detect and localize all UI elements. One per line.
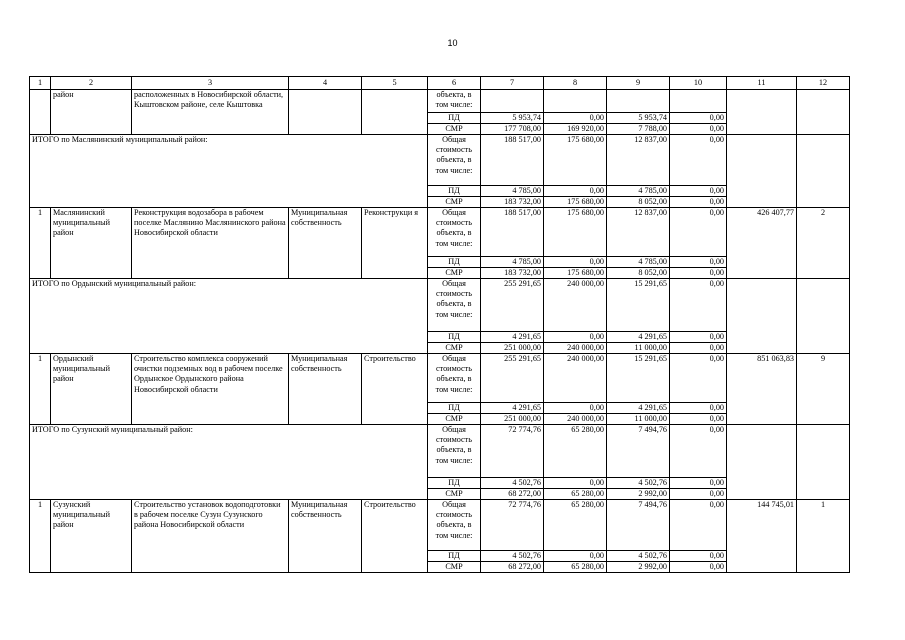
cost-label-line: стоимость <box>435 510 472 520</box>
smr-label: СМР <box>428 197 481 208</box>
page-number: 10 <box>447 38 458 48</box>
cost-label-line: том числе: <box>435 455 473 465</box>
cost-label-cell <box>428 208 481 257</box>
cost-label-cell <box>428 135 481 186</box>
pd-label: ПД <box>428 113 481 124</box>
value-cell: 0,00 <box>670 113 727 124</box>
value-cell: 15 291,65 <box>607 354 670 403</box>
project-name-cell: Строительство установок водоподготовки в рабочем поселке Сузун Сузунского района Новосибирской области <box>132 500 289 573</box>
cost-label-cell <box>428 90 481 113</box>
value-cell: 7 494,76 <box>607 500 670 551</box>
value-cell: 255 291,65 <box>481 279 544 332</box>
header-cell: 7 <box>481 77 544 90</box>
district-cell: Сузунский муниципальный район <box>51 500 132 573</box>
header-cell: 3 <box>132 77 289 90</box>
value-cell: 255 291,65 <box>481 354 544 403</box>
item-number: 1 <box>30 208 51 279</box>
value-cell: 169 920,00 <box>544 124 607 135</box>
item-row <box>30 500 850 551</box>
value-cell: 0,00 <box>544 551 607 562</box>
value-cell: 0,00 <box>544 113 607 124</box>
value-cell: 175 680,00 <box>544 208 607 257</box>
cost-label-line: том числе: <box>435 309 473 319</box>
cost-label-line: объекта, в <box>436 445 472 455</box>
cost-label-line: Общая <box>442 208 466 217</box>
value-cell: 240 000,00 <box>544 343 607 354</box>
cost-label-line: том числе: <box>435 238 473 248</box>
district-cell: Маслянинский муниципальный район <box>51 208 132 279</box>
work-type-cell: Строительство <box>362 354 428 425</box>
value-cell: 0,00 <box>670 403 727 414</box>
value-cell: 183 732,00 <box>481 197 544 208</box>
table-row <box>30 90 850 113</box>
value-cell: 0,00 <box>670 135 727 186</box>
value-cell: 0,00 <box>670 257 727 268</box>
value-cell: 0,00 <box>544 332 607 343</box>
project-name-cell: расположенных в Новосибирской области, Кыштовском районе, селе Кыштовка <box>132 90 289 135</box>
pd-label: ПД <box>428 478 481 489</box>
project-name-cell: Реконструкция водозабора в рабочем поселке Маслянино Маслянинского района Новосибирской области <box>132 208 289 279</box>
value-cell: 0,00 <box>670 551 727 562</box>
smr-label: СМР <box>428 124 481 135</box>
value-cell: 0,00 <box>544 186 607 197</box>
item-row <box>30 354 850 403</box>
value-cell: 65 280,00 <box>544 562 607 573</box>
value-cell: 8 052,00 <box>607 197 670 208</box>
value-cell: 0,00 <box>670 208 727 257</box>
cost-label-line: Общая <box>442 425 466 434</box>
ownership-cell: Муниципальная собственность <box>289 500 362 573</box>
value-cell: 240 000,00 <box>544 414 607 425</box>
cost-label-line: том числе: <box>435 530 473 540</box>
header-cell: 6 <box>428 77 481 90</box>
value-cell: 8 052,00 <box>607 268 670 279</box>
total-title: ИТОГО по Ордынский муниципальный район: <box>30 279 428 354</box>
budget-table <box>29 76 850 573</box>
cost-label-line: стоимость <box>435 218 472 228</box>
value-cell: 72 774,76 <box>481 500 544 551</box>
value-cell: 0,00 <box>670 186 727 197</box>
cost-label-line: том числе: <box>435 165 473 175</box>
col11-cell: 426 407,77 <box>727 208 797 279</box>
cost-label-cell <box>428 354 481 403</box>
smr-label: СМР <box>428 489 481 500</box>
cost-label-line: стоимость <box>435 145 472 155</box>
value-cell: 0,00 <box>544 478 607 489</box>
value-cell: 4 291,65 <box>607 332 670 343</box>
value-cell: 4 785,00 <box>481 186 544 197</box>
smr-label: СМР <box>428 268 481 279</box>
header-cell: 8 <box>544 77 607 90</box>
value-cell: 188 517,00 <box>481 208 544 257</box>
work-type-cell: Реконструкци я <box>362 208 428 279</box>
col11-cell: 144 745,01 <box>727 500 797 573</box>
header-cell: 4 <box>289 77 362 90</box>
district-cell: Ордынский муниципальный район <box>51 354 132 425</box>
value-cell: 175 680,00 <box>544 197 607 208</box>
value-cell: 15 291,65 <box>607 279 670 332</box>
project-name-cell: Строительство комплекса сооружений очистки подземных вод в рабочем поселке Ордынское Ордынского района Новосибирской области <box>132 354 289 425</box>
value-cell: 4 502,76 <box>481 551 544 562</box>
header-cell: 1 <box>30 77 51 90</box>
work-type-cell: Строительство <box>362 500 428 573</box>
header-cell: 11 <box>727 77 797 90</box>
value-cell: 4 291,65 <box>481 332 544 343</box>
value-cell: 2 992,00 <box>607 489 670 500</box>
total-row <box>30 279 850 332</box>
value-cell: 0,00 <box>670 562 727 573</box>
ownership-cell: Муниципальная собственность <box>289 208 362 279</box>
cost-label-line: Общая <box>442 500 466 509</box>
cost-label-line: том числе: <box>435 100 473 110</box>
value-cell: 65 280,00 <box>544 500 607 551</box>
value-cell: 188 517,00 <box>481 135 544 186</box>
col11-cell: 851 063,83 <box>727 354 797 425</box>
value-cell: 4 785,00 <box>481 257 544 268</box>
value-cell: 5 953,74 <box>481 113 544 124</box>
col12-cell: 1 <box>797 500 850 573</box>
cost-label-cell <box>428 425 481 478</box>
value-cell: 0,00 <box>670 124 727 135</box>
cost-label-line: объекта, в <box>436 299 472 309</box>
col12-cell: 9 <box>797 354 850 425</box>
value-cell: 12 837,00 <box>607 208 670 257</box>
item-row <box>30 208 850 257</box>
value-cell: 0,00 <box>670 500 727 551</box>
value-cell: 12 837,00 <box>607 135 670 186</box>
value-cell: 0,00 <box>670 489 727 500</box>
value-cell: 240 000,00 <box>544 354 607 403</box>
total-row <box>30 135 850 186</box>
pd-label: ПД <box>428 403 481 414</box>
value-cell: 251 000,00 <box>481 414 544 425</box>
cost-label-line: объекта, в <box>436 90 472 99</box>
header-cell: 5 <box>362 77 428 90</box>
value-cell: 65 280,00 <box>544 425 607 478</box>
pd-label: ПД <box>428 257 481 268</box>
value-cell: 4 502,76 <box>481 478 544 489</box>
value-cell: 251 000,00 <box>481 343 544 354</box>
value-cell: 4 785,00 <box>607 257 670 268</box>
value-cell: 7 494,76 <box>607 425 670 478</box>
value-cell: 4 291,65 <box>607 403 670 414</box>
smr-label: СМР <box>428 414 481 425</box>
cost-label-line: Общая <box>442 135 466 144</box>
cost-label-line: стоимость <box>435 289 472 299</box>
value-cell: 0,00 <box>544 257 607 268</box>
value-cell: 0,00 <box>670 425 727 478</box>
header-cell: 10 <box>670 77 727 90</box>
value-cell: 11 000,00 <box>607 414 670 425</box>
value-cell: 4 291,65 <box>481 403 544 414</box>
value-cell: 4 502,76 <box>607 551 670 562</box>
cost-label-line: объекта, в <box>436 374 472 384</box>
value-cell: 0,00 <box>670 354 727 403</box>
value-cell: 0,00 <box>670 268 727 279</box>
cost-label-cell <box>428 279 481 332</box>
smr-label: СМР <box>428 343 481 354</box>
cost-label-line: Общая <box>442 354 466 363</box>
value-cell: 5 953,74 <box>607 113 670 124</box>
value-cell: 65 280,00 <box>544 489 607 500</box>
header-row <box>30 77 850 90</box>
value-cell: 0,00 <box>670 478 727 489</box>
value-cell: 11 000,00 <box>607 343 670 354</box>
value-cell: 0,00 <box>670 343 727 354</box>
value-cell: 72 774,76 <box>481 425 544 478</box>
value-cell: 177 708,00 <box>481 124 544 135</box>
header-cell: 2 <box>51 77 132 90</box>
cost-label-line: том числе: <box>435 384 473 394</box>
value-cell: 0,00 <box>670 332 727 343</box>
total-row <box>30 425 850 478</box>
value-cell: 175 680,00 <box>544 135 607 186</box>
cost-label-cell <box>428 500 481 551</box>
value-cell: 68 272,00 <box>481 489 544 500</box>
value-cell: 68 272,00 <box>481 562 544 573</box>
value-cell: 0,00 <box>544 403 607 414</box>
value-cell: 183 732,00 <box>481 268 544 279</box>
header-cell: 12 <box>797 77 850 90</box>
col12-cell: 2 <box>797 208 850 279</box>
value-cell: 2 992,00 <box>607 562 670 573</box>
cost-label-line: объекта, в <box>436 155 472 165</box>
district-cell: район <box>51 90 132 135</box>
cost-label-line: стоимость <box>435 435 472 445</box>
item-number: 1 <box>30 354 51 425</box>
value-cell: 175 680,00 <box>544 268 607 279</box>
pd-label: ПД <box>428 186 481 197</box>
value-cell: 4 785,00 <box>607 186 670 197</box>
value-cell: 0,00 <box>670 197 727 208</box>
item-number: 1 <box>30 500 51 573</box>
value-cell: 4 502,76 <box>607 478 670 489</box>
value-cell: 0,00 <box>670 414 727 425</box>
cost-label-line: объекта, в <box>436 228 472 238</box>
smr-label: СМР <box>428 562 481 573</box>
value-cell: 0,00 <box>670 279 727 332</box>
pd-label: ПД <box>428 551 481 562</box>
total-title: ИТОГО по Сузунский муниципальный район: <box>30 425 428 500</box>
value-cell: 7 788,00 <box>607 124 670 135</box>
ownership-cell: Муниципальная собственность <box>289 354 362 425</box>
header-cell: 9 <box>607 77 670 90</box>
value-cell: 240 000,00 <box>544 279 607 332</box>
total-title: ИТОГО по Маслянинский муниципальный район: <box>30 135 428 208</box>
cost-label-line: стоимость <box>435 364 472 374</box>
cost-label-line: объекта, в <box>436 520 472 530</box>
pd-label: ПД <box>428 332 481 343</box>
cost-label-line: Общая <box>442 279 466 288</box>
